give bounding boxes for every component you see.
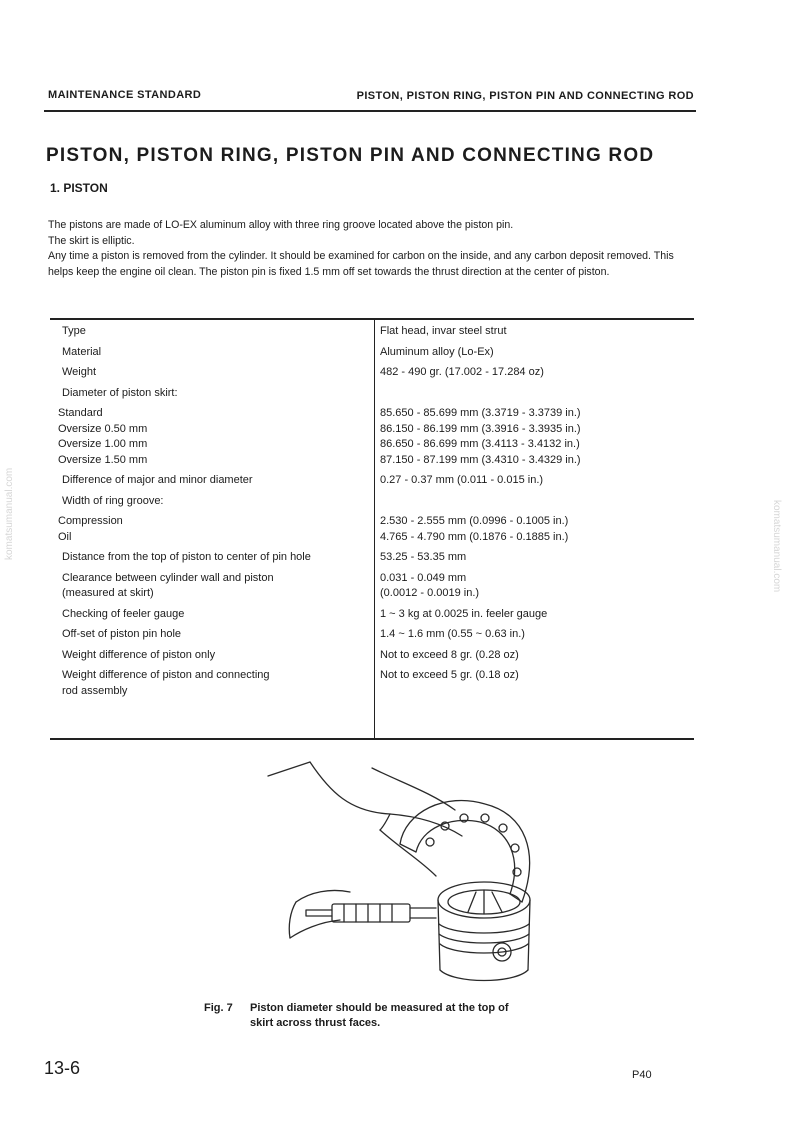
spec-label bbox=[50, 406, 374, 468]
page-number: 13-6 bbox=[44, 1058, 81, 1078]
spec-value-line: 85.650 - 85.699 mm (3.3719 - 3.3739 in.) bbox=[380, 407, 581, 419]
spec-label bbox=[50, 473, 374, 489]
spec-label-line: Oil bbox=[58, 530, 72, 543]
spec-label-line: Checking of feeler gauge bbox=[62, 607, 185, 620]
spec-row bbox=[50, 365, 694, 381]
spec-value bbox=[374, 571, 694, 602]
header-rule bbox=[44, 110, 696, 112]
spec-label bbox=[50, 386, 374, 402]
spec-row bbox=[50, 627, 694, 643]
spec-label bbox=[50, 648, 374, 664]
spec-value-line: 482 - 490 gr. (17.002 - 17.284 oz) bbox=[380, 366, 544, 378]
caption-line: Piston diameter should be measured at the top of bbox=[250, 1002, 509, 1014]
spec-value bbox=[374, 406, 694, 468]
spec-value bbox=[374, 473, 694, 489]
piston-measurement-figure bbox=[240, 752, 570, 992]
intro-paragraph: Any time a piston is removed from the cylinder. It should be examined for carbon on the inside, and any carbon deposit removed. This helps keep the engine oil clean. The piston pin is fixed 1.5 mm off set towards the thrust direction at the center of piston. bbox=[48, 250, 674, 278]
table-bottom-rule bbox=[50, 738, 694, 740]
page-title: PISTON, PISTON RING, PISTON PIN AND CONNECTING ROD bbox=[46, 145, 655, 166]
spec-row bbox=[50, 324, 694, 340]
spec-label bbox=[50, 365, 374, 381]
spec-value-line: 4.765 - 4.790 mm (0.1876 - 0.1885 in.) bbox=[380, 530, 569, 543]
spec-value-line: 53.25 - 53.35 mm bbox=[380, 551, 467, 563]
spec-value bbox=[374, 648, 694, 664]
watermark-left: komatsumanual.com bbox=[4, 467, 15, 560]
spec-label bbox=[50, 607, 374, 623]
spec-label-line: Clearance between cylinder wall and piston bbox=[62, 571, 274, 584]
spec-label-line: Weight difference of piston and connecting bbox=[62, 669, 270, 681]
spec-value-line: Aluminum alloy (Lo-Ex) bbox=[380, 345, 494, 358]
spec-label bbox=[50, 324, 374, 340]
spec-value-line: 1 ~ 3 kg at 0.0025 in. feeler gauge bbox=[380, 607, 548, 620]
spec-row bbox=[50, 514, 694, 545]
intro-paragraph: The skirt is elliptic. bbox=[48, 234, 135, 247]
spec-value bbox=[374, 365, 694, 381]
spec-label-line: Type bbox=[62, 325, 86, 337]
running-header-right: PISTON, PISTON RING, PISTON PIN AND CONNECTING ROD bbox=[356, 90, 694, 102]
spec-label-line: Distance from the top of piston to center of pin hole bbox=[62, 551, 311, 563]
spec-value bbox=[374, 550, 694, 566]
table-top-rule bbox=[50, 318, 694, 320]
intro-paragraph: The pistons are made of LO-EX aluminum alloy with three ring groove located above the piston pin. bbox=[48, 219, 514, 231]
spec-row bbox=[50, 648, 694, 664]
spec-value-line: 86.150 - 86.199 mm (3.3916 - 3.3935 in.) bbox=[380, 422, 581, 435]
spec-label-line: Oversize 1.00 mm bbox=[58, 438, 148, 450]
spec-label-line: Diameter of piston skirt: bbox=[62, 386, 178, 399]
spec-row bbox=[50, 668, 694, 699]
spec-label bbox=[50, 494, 374, 510]
spec-value bbox=[374, 345, 694, 361]
spec-label-line: Off-set of piston pin hole bbox=[62, 628, 182, 640]
micrometer-on-piston-illustration bbox=[240, 752, 570, 992]
figure-caption-text bbox=[250, 1001, 509, 1031]
spec-label-line: Weight bbox=[62, 366, 97, 378]
spec-label-line: Weight difference of piston only bbox=[62, 648, 216, 661]
spec-row bbox=[50, 386, 694, 402]
section-heading: 1. PISTON bbox=[50, 181, 108, 195]
caption-line: skirt across thrust faces. bbox=[250, 1017, 381, 1029]
spec-row bbox=[50, 494, 694, 510]
spec-value-line: 1.4 ~ 1.6 mm (0.55 ~ 0.63 in.) bbox=[380, 628, 525, 640]
spec-value-line: (0.0012 - 0.0019 in.) bbox=[380, 587, 480, 599]
figure-label: Fig. 7 bbox=[204, 1002, 233, 1014]
spec-label bbox=[50, 627, 374, 643]
figure-caption bbox=[204, 1001, 509, 1031]
spec-value-line: Not to exceed 8 gr. (0.28 oz) bbox=[380, 648, 519, 661]
spec-label-line: Material bbox=[62, 345, 102, 358]
page-code: P40 bbox=[632, 1069, 652, 1081]
spec-value bbox=[374, 386, 694, 402]
spec-label-line: rod assembly bbox=[62, 684, 128, 697]
spec-table bbox=[50, 324, 694, 704]
spec-label bbox=[50, 668, 374, 699]
spec-value bbox=[374, 627, 694, 643]
spec-label-line: Standard bbox=[58, 407, 103, 419]
spec-value-line: 0.031 - 0.049 mm bbox=[380, 571, 467, 584]
spec-row bbox=[50, 406, 694, 468]
spec-label bbox=[50, 550, 374, 566]
spec-value bbox=[374, 668, 694, 699]
spec-row bbox=[50, 571, 694, 602]
spec-value bbox=[374, 324, 694, 340]
spec-label-line: (measured at skirt) bbox=[62, 587, 154, 599]
spec-value bbox=[374, 607, 694, 623]
spec-value-line: Flat head, invar steel strut bbox=[380, 325, 507, 337]
spec-label-line: Compression bbox=[58, 515, 123, 527]
spec-label-line: Width of ring groove: bbox=[62, 494, 164, 507]
spec-label-line: Oversize 0.50 mm bbox=[58, 422, 148, 435]
spec-label bbox=[50, 571, 374, 602]
spec-value bbox=[374, 514, 694, 545]
spec-value-line: 2.530 - 2.555 mm (0.0996 - 0.1005 in.) bbox=[380, 515, 569, 527]
spec-value-line: 86.650 - 86.699 mm (3.4113 - 3.4132 in.) bbox=[380, 438, 580, 450]
spec-label bbox=[50, 345, 374, 361]
spec-value-line: 87.150 - 87.199 mm (3.4310 - 3.4329 in.) bbox=[380, 453, 581, 466]
spec-label-line: Oversize 1.50 mm bbox=[58, 453, 148, 466]
spec-row bbox=[50, 550, 694, 566]
spec-row bbox=[50, 345, 694, 361]
spec-value-line: 0.27 - 0.37 mm (0.011 - 0.015 in.) bbox=[380, 474, 544, 486]
spec-value bbox=[374, 494, 694, 510]
spec-label bbox=[50, 514, 374, 545]
spec-label-line: Difference of major and minor diameter bbox=[62, 474, 253, 486]
watermark-right: komatsumanual.com bbox=[771, 500, 782, 593]
spec-value-line: Not to exceed 5 gr. (0.18 oz) bbox=[380, 669, 519, 681]
intro-text bbox=[48, 218, 696, 280]
running-header-left: MAINTENANCE STANDARD bbox=[48, 89, 202, 101]
spec-row bbox=[50, 607, 694, 623]
spec-row bbox=[50, 473, 694, 489]
